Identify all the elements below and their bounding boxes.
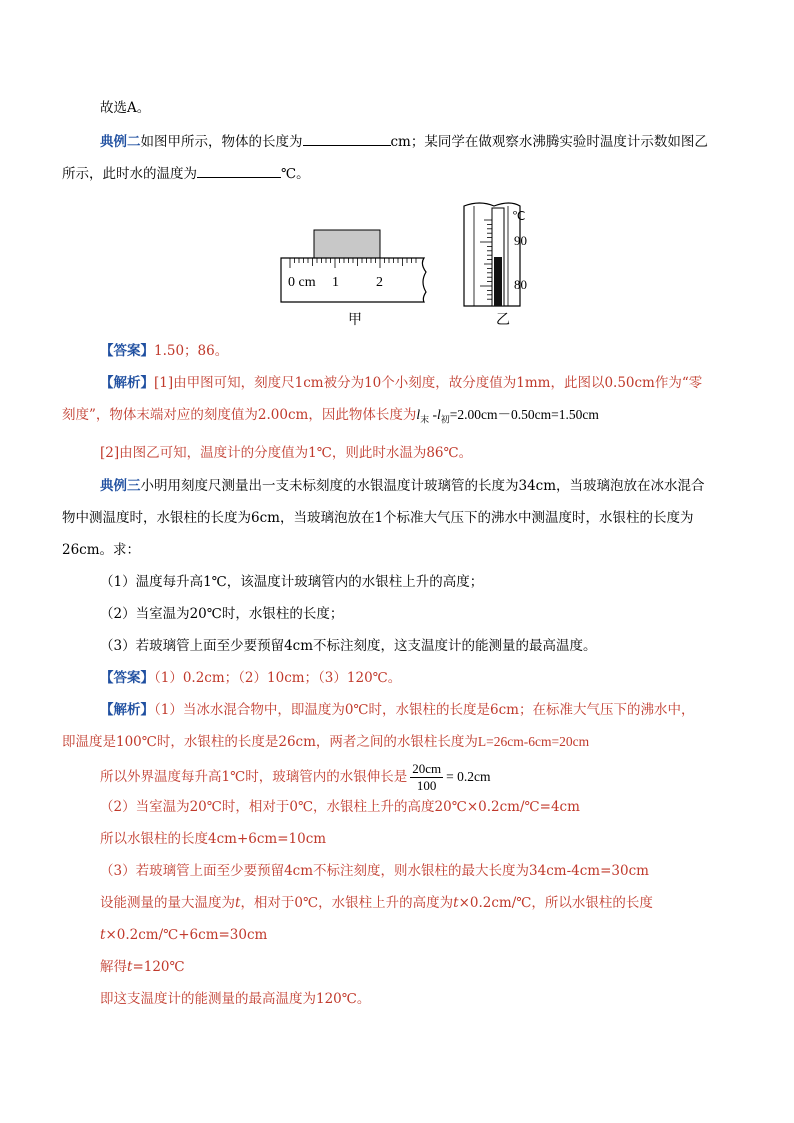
example2-question-line1 [100,131,708,152]
answer-blank-length [303,131,391,146]
ruler-label-0cm: 0 cm [288,275,316,290]
example2-analysis-line3: [2]由图乙可知，温度计的分度值为1℃，则此时水温为86℃。 [100,445,473,461]
thermometer-label-80: 80 [514,277,527,292]
answer-blank-temperature [197,163,281,178]
answer-tag: 【答案】 [100,343,154,359]
example3-analysis-line4: （2）当室温为20℃时，相对于0℃，水银柱上升的高度20℃×0.2cm/℃=4cm [100,799,580,815]
example2-label: 典例二 [100,134,141,150]
length-difference-formula: L=26cm-6cm=20cm [477,734,590,749]
example3-question-line1 [100,476,705,496]
example2-analysis-line1 [100,373,702,393]
fraction-result: = 0.2cm [446,769,491,784]
variable-t: t [235,895,241,911]
example3-analysis-line3 [100,760,490,794]
variable-t: t [453,895,459,911]
example3-subquestion-3: （3）若玻璃管上面至少要预留4cm不标注刻度，这支温度计的能测量的最高温度。 [100,638,597,654]
example2-question-line2 [62,163,310,184]
ruler-figure [276,228,436,328]
mercury-column [494,257,502,306]
example3-analysis-line7 [100,893,653,913]
answer-text: 1.50；86。 [154,343,229,359]
analysis-text: ×0.2cm/℃+6cm=30cm [105,927,268,943]
example2-question-text: 如图甲所示，物体的长度为 [140,134,303,150]
analysis-text: ×0.2cm/℃，所以水银柱的长度 [458,895,653,911]
analysis-text: ，相对于0℃，水银柱上升的高度为 [240,895,454,911]
analysis-tag: 【解析】 [100,375,154,391]
ruler-caption: 甲 [348,313,362,328]
analysis-text: =120℃ [132,959,185,975]
length-formula: $l_末$ $-l_初=2.00cm-0.50cm=1.50cm$ [416,407,599,425]
answer-text: （1）0.2cm；（2）10cm；（3）120℃。 [154,670,402,686]
analysis-text: （1）当冰水混合物中，即温度为0℃时，水银柱的长度是6cm；在标准大气压下的沸水中， [154,702,695,718]
example3-analysis-line5: 所以水银柱的长度4cm+6cm=10cm [100,831,327,847]
example2-answer [100,341,228,361]
measured-object-block [314,230,380,258]
analysis-tag: 【解析】 [100,702,154,718]
variable-t: t [127,959,133,975]
ruler-label-1: 1 [332,275,339,290]
example3-analysis-line10: 即这支温度计的能测量的最高温度为120℃。 [100,991,371,1007]
example3-answer [100,668,401,688]
example3-label: 典例三 [100,478,141,494]
example3-analysis-line9 [100,957,185,977]
thermometer-caption: 乙 [496,313,510,328]
example2-question-text2: cm；某同学在做观察水沸腾实验时温度计示数如图乙 [390,134,708,150]
variable-t: t [100,927,106,943]
analysis-text: 即温度是100℃时，水银柱的长度是26cm，两者之间的水银柱长度为 [62,734,478,750]
analysis-text: [1]由甲图可知，刻度尺1cm被分为10个小刻度，故分度值为1mm，此图以0.50cm作为“零 [154,375,703,391]
example3-question-text: 小明用刻度尺测量出一支未标刻度的水银温度计玻璃管的长度为34cm，当玻璃泡放在冰水混合 [140,478,705,494]
ruler-label-2: 2 [376,275,383,290]
analysis-text: 所以外界温度每升高1℃时，玻璃管内的水银伸长是 [100,769,408,785]
example3-analysis-line2 [62,732,589,752]
example2-question-text4: ℃。 [281,166,310,182]
example3-subquestion-1: （1）温度每升高1℃，该温度计玻璃管内的水银柱上升的高度； [100,574,484,590]
analysis-text: 解得 [100,959,127,975]
fraction: $\frac{20cm}{100}$ [412,761,442,793]
thermometer-figure [460,200,550,330]
example3-analysis-line8 [100,925,267,945]
example3-analysis-line6: （3）若玻璃管上面至少要预留4cm不标注刻度，则水银柱的最大长度为34cm-4cm=30cm [100,863,649,879]
example3-analysis-line1 [100,700,694,720]
analysis-text: 设能测量的量大温度为 [100,895,235,911]
analysis-text2: 刻度”，物体末端对应的刻度值为2.00cm，因此物体长度为 [62,407,417,423]
thermometer-label-90: 90 [514,233,527,248]
example3-question-line2: 物中测温度时，水银柱的长度为6cm，当玻璃泡放在1个标准大气压下的沸水中测温度时，水银柱的长度为 [62,510,694,526]
example2-question-text3: 所示，此时水的温度为 [62,166,197,182]
thermometer-unit: ℃ [512,209,526,223]
example3-question-line3: 26cm。求： [62,542,141,558]
answer-tag: 【答案】 [100,670,154,686]
example2-analysis-line2 [62,405,599,430]
example3-subquestion-2: （2）当室温为20℃时，水银柱的长度； [100,606,344,622]
intro-text: 故选A。 [100,100,151,116]
